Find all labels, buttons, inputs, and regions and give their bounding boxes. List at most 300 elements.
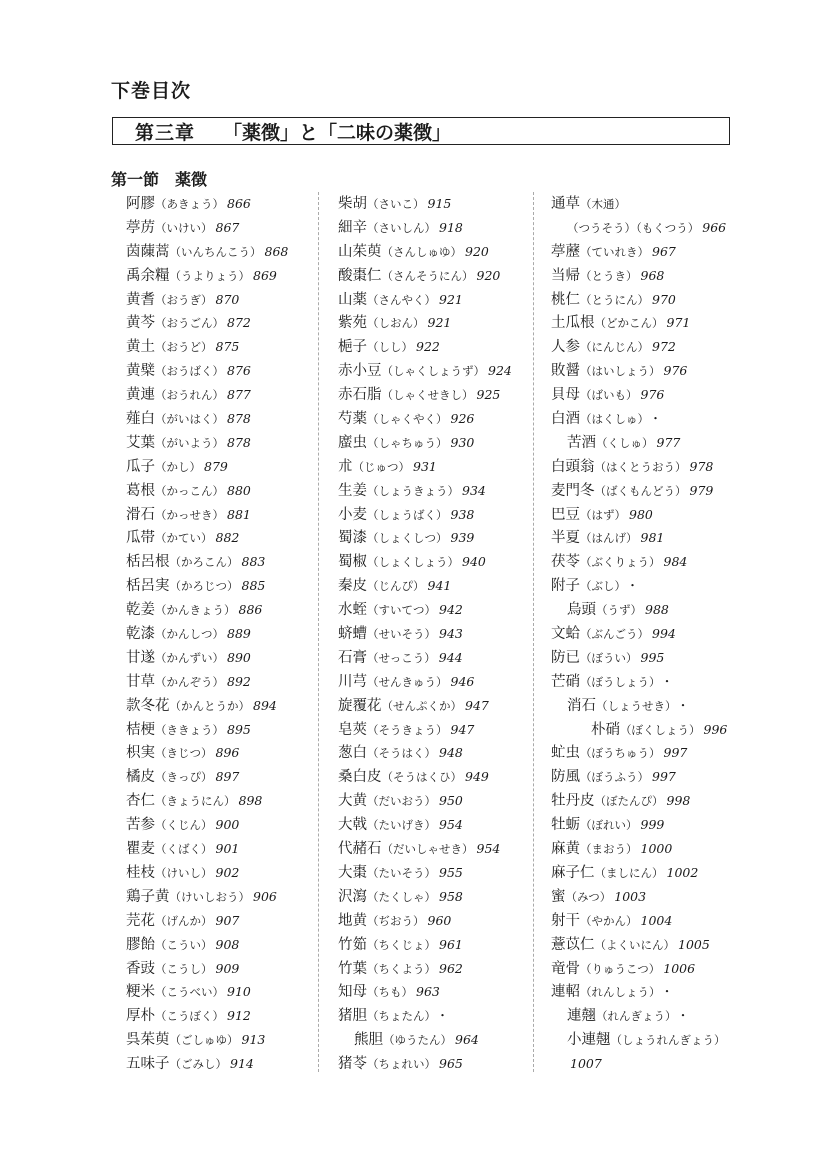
page-number: 994 xyxy=(652,626,676,642)
toc-entry[interactable] xyxy=(551,431,729,455)
toc-entry[interactable] xyxy=(338,216,512,240)
toc-entry[interactable] xyxy=(126,407,288,431)
herb-name: 桃仁 xyxy=(551,291,580,308)
page-number: 881 xyxy=(227,506,251,522)
herb-name: 竜骨 xyxy=(551,960,580,977)
herb-name: 阿膠 xyxy=(126,196,155,212)
herb-reading: （けいし） xyxy=(155,865,213,880)
chapter-number: 第三章 xyxy=(135,121,196,144)
toc-entry[interactable] xyxy=(126,885,288,909)
toc-entry[interactable] xyxy=(551,813,729,837)
herb-reading: （ちょたん） xyxy=(367,1009,431,1024)
toc-entry[interactable] xyxy=(551,598,729,622)
herb-name: 牡蛎 xyxy=(551,817,580,834)
page-number: 868 xyxy=(264,243,289,259)
page-number: 939 xyxy=(450,530,475,546)
toc-entry[interactable] xyxy=(338,813,512,837)
toc-entry[interactable] xyxy=(551,479,729,503)
herb-reading: （だいおう） xyxy=(367,794,436,809)
toc-entry[interactable] xyxy=(126,837,288,861)
herb-name: 沢瀉 xyxy=(338,888,367,905)
herb-name: 土瓜根 xyxy=(551,315,595,332)
toc-entry[interactable] xyxy=(338,192,512,216)
page-number: 962 xyxy=(439,960,463,976)
chapter-title: 「薬徴」と「二味の薬徴」 xyxy=(223,121,452,144)
toc-entry[interactable] xyxy=(126,455,288,479)
herb-name: 栝呂実 xyxy=(126,578,170,595)
chapter-heading-box xyxy=(112,117,730,145)
herb-name: 桂枝 xyxy=(126,864,155,881)
page-number: 1005 xyxy=(678,936,710,952)
toc-entry[interactable] xyxy=(338,646,512,670)
toc-entry[interactable] xyxy=(551,741,729,765)
toc-entry[interactable] xyxy=(551,288,729,312)
herb-reading: （ごしゅゆ） xyxy=(169,1033,239,1048)
toc-entry[interactable] xyxy=(338,1052,512,1076)
herb-name: 貝母 xyxy=(551,387,580,404)
herb-reading: （はくとうおう） xyxy=(594,459,687,474)
herb-name: 蛴螬 xyxy=(338,626,367,643)
toc-entry[interactable] xyxy=(338,526,512,550)
toc-entry[interactable] xyxy=(338,288,512,312)
herb-name: 連軺 xyxy=(551,984,580,1001)
page-number: 872 xyxy=(227,315,251,331)
herb-name: 黄土 xyxy=(126,339,155,356)
page-number: 920 xyxy=(465,243,489,259)
herb-reading: （しおん） xyxy=(367,316,425,331)
herb-reading: （ぼくしょう） xyxy=(620,722,701,737)
herb-name: 茵蔯蒿 xyxy=(126,243,170,260)
herb-reading: （きっぴ） xyxy=(155,770,213,785)
page-number: 924 xyxy=(488,363,512,379)
herb-reading: （とうき） xyxy=(580,268,638,283)
toc-entry[interactable] xyxy=(126,479,288,503)
toc-entry[interactable] xyxy=(551,933,729,957)
herb-reading: （がいはく） xyxy=(155,412,224,427)
page-number: 906 xyxy=(253,888,277,904)
herb-name: 消石 xyxy=(567,697,596,714)
page-number: 949 xyxy=(465,769,489,785)
page-number: 942 xyxy=(439,602,463,618)
herb-name: 赤小豆 xyxy=(338,363,382,380)
page-number: 908 xyxy=(215,936,240,952)
herb-reading: （どかこん） xyxy=(594,316,664,331)
herb-name: 朮 xyxy=(338,458,353,475)
herb-reading: （たいそう） xyxy=(367,865,436,880)
herb-reading: （がいよう） xyxy=(155,435,224,450)
toc-entry[interactable] xyxy=(126,574,288,598)
toc-entry[interactable] xyxy=(551,574,729,598)
herb-reading: （おうぎ） xyxy=(155,292,213,307)
toc-entry[interactable] xyxy=(338,718,512,742)
toc-entry[interactable] xyxy=(126,718,288,742)
toc-entry[interactable] xyxy=(551,980,729,1004)
toc-entry[interactable] xyxy=(126,909,288,933)
page-number: 1007 xyxy=(570,1056,602,1072)
herb-reading: （ぼうい） xyxy=(580,650,638,665)
toc-column-3 xyxy=(551,192,729,1076)
page-number: 877 xyxy=(227,387,251,403)
entry-separator: ・ xyxy=(626,578,639,594)
herb-reading: （せっこう） xyxy=(367,650,436,665)
column-divider xyxy=(533,192,534,1072)
toc-entry[interactable] xyxy=(551,526,729,550)
herb-reading: （あきょう） xyxy=(155,197,224,211)
toc-entry[interactable] xyxy=(126,288,288,312)
herb-reading: （いんちんこう） xyxy=(169,244,262,259)
page-number: 902 xyxy=(215,864,240,880)
toc-entry[interactable] xyxy=(338,837,512,861)
page-number: 883 xyxy=(241,554,266,570)
toc-entry[interactable] xyxy=(126,622,288,646)
herb-name: 柴胡 xyxy=(338,196,367,212)
herb-reading: （せいそう） xyxy=(367,627,436,642)
page-number: 984 xyxy=(663,554,688,570)
toc-entry[interactable] xyxy=(126,431,288,455)
toc-entry[interactable] xyxy=(338,933,512,957)
herb-reading: （さいしん） xyxy=(367,220,436,235)
herb-name: 秦皮 xyxy=(338,578,367,595)
herb-name: 瓜子 xyxy=(126,458,155,475)
section-title: 第一節 薬徴 xyxy=(111,170,208,189)
herb-name: 細辛 xyxy=(338,219,367,236)
toc-entry[interactable] xyxy=(126,1004,288,1028)
herb-name: 防已 xyxy=(551,649,580,666)
herb-name: 防風 xyxy=(551,769,580,786)
herb-reading: （そうはくひ） xyxy=(381,770,462,785)
herb-reading: （くばく） xyxy=(155,842,213,857)
toc-entry[interactable] xyxy=(338,1004,512,1028)
herb-reading: （木通） xyxy=(580,197,626,211)
toc-entry[interactable] xyxy=(338,574,512,598)
toc-entry[interactable] xyxy=(338,407,512,431)
herb-name: 敗醤 xyxy=(551,363,580,380)
page-number: 898 xyxy=(238,793,263,809)
page-number: 1002 xyxy=(666,864,699,880)
herb-reading: （まおう） xyxy=(580,842,638,857)
page-number: 979 xyxy=(689,482,714,498)
herb-reading: （かっこん） xyxy=(155,483,224,498)
herb-reading: （はくしゅ） xyxy=(580,412,644,427)
page-number: 988 xyxy=(645,602,669,618)
herb-name: 半夏 xyxy=(551,530,580,547)
toc-entry[interactable] xyxy=(338,383,512,407)
page-number: 977 xyxy=(656,434,681,450)
toc-entry[interactable] xyxy=(126,789,288,813)
page-number: 968 xyxy=(640,267,665,283)
herb-name: 地黄 xyxy=(338,912,367,929)
toc-entry[interactable] xyxy=(126,526,288,550)
toc-entry[interactable] xyxy=(551,909,729,933)
page-number: 890 xyxy=(227,649,251,665)
toc-entry[interactable] xyxy=(338,240,512,264)
page-number: 889 xyxy=(227,626,251,642)
toc-entry[interactable] xyxy=(338,598,512,622)
herb-name: 竹葉 xyxy=(338,960,367,977)
page-number: 943 xyxy=(439,626,463,642)
toc-entry[interactable] xyxy=(126,383,288,407)
page-number: 955 xyxy=(439,864,463,880)
herb-name: 文蛤 xyxy=(551,626,580,643)
toc-entry[interactable] xyxy=(338,861,512,885)
page-number: 886 xyxy=(238,602,263,618)
toc-entry[interactable] xyxy=(551,885,729,909)
herb-reading: （たくしゃ） xyxy=(367,889,436,904)
herb-reading: （かんぞう） xyxy=(155,674,224,689)
herb-reading: （そうきょう） xyxy=(367,722,448,737)
toc-entry[interactable] xyxy=(126,1028,288,1052)
toc-entry[interactable] xyxy=(551,1052,729,1076)
herb-name: 苦参 xyxy=(126,817,155,834)
toc-entry[interactable] xyxy=(338,789,512,813)
toc-entry[interactable] xyxy=(551,455,729,479)
herb-reading: （ごみし） xyxy=(169,1057,227,1072)
toc-entry[interactable] xyxy=(551,789,729,813)
page-number: 910 xyxy=(227,984,251,1000)
page-number: 960 xyxy=(427,912,452,928)
herb-name: 瞿麦 xyxy=(126,841,155,858)
herb-name: 猪苓 xyxy=(338,1056,367,1073)
herb-name: 当帰 xyxy=(551,267,580,284)
page-number: 1000 xyxy=(640,841,673,857)
toc-entry[interactable] xyxy=(551,240,729,264)
herb-reading: （いけい） xyxy=(155,220,213,235)
volume-contents-heading: 下巻目次 xyxy=(111,80,192,102)
toc-entry[interactable] xyxy=(551,957,729,981)
herb-reading: （せんぷくか） xyxy=(381,698,462,713)
herb-name: 鶏子黄 xyxy=(126,888,170,905)
page-number: 926 xyxy=(450,411,475,427)
herb-name: 梔子 xyxy=(338,339,367,356)
toc-entry[interactable] xyxy=(338,311,512,335)
toc-entry[interactable] xyxy=(338,622,512,646)
page-number: 901 xyxy=(215,841,240,857)
herb-name: 紫苑 xyxy=(338,315,367,332)
page-number: 950 xyxy=(439,793,463,809)
toc-entry[interactable] xyxy=(551,359,729,383)
page-number: 972 xyxy=(652,339,676,355)
toc-entry[interactable] xyxy=(551,837,729,861)
herb-reading: （げんか） xyxy=(155,913,213,928)
toc-entry[interactable] xyxy=(338,431,512,455)
toc-entry[interactable] xyxy=(126,216,288,240)
toc-entry[interactable] xyxy=(126,598,288,622)
toc-entry[interactable] xyxy=(126,503,288,527)
herb-name: 射干 xyxy=(551,912,580,929)
toc-entry[interactable] xyxy=(551,670,729,694)
toc-entry[interactable] xyxy=(126,861,288,885)
toc-entry[interactable] xyxy=(551,861,729,885)
herb-name: 栝呂根 xyxy=(126,554,170,571)
page-number: 976 xyxy=(663,363,688,379)
entry-separator: ・ xyxy=(660,984,674,1000)
toc-entry[interactable] xyxy=(126,670,288,694)
page-number: 897 xyxy=(215,769,240,785)
page-number: 895 xyxy=(227,721,251,737)
toc-entry[interactable] xyxy=(338,909,512,933)
herb-name: 朴硝 xyxy=(591,721,620,738)
herb-name: 麻子仁 xyxy=(551,864,595,881)
herb-reading: （しゃちゅう） xyxy=(367,435,448,450)
toc-entry[interactable] xyxy=(338,694,512,718)
page-number: 882 xyxy=(215,530,240,546)
toc-entry[interactable] xyxy=(338,503,512,527)
herb-name: 生姜 xyxy=(338,482,367,499)
toc-entry[interactable] xyxy=(551,335,729,359)
toc-entry[interactable] xyxy=(551,216,729,240)
toc-entry[interactable] xyxy=(338,335,512,359)
page-number: 879 xyxy=(204,458,228,474)
herb-reading: （おうれん） xyxy=(155,388,224,403)
toc-entry[interactable] xyxy=(126,741,288,765)
toc-entry[interactable] xyxy=(126,694,288,718)
herb-reading: （ちくじょ） xyxy=(367,937,436,952)
page-number: 912 xyxy=(227,1008,251,1024)
herb-name: 猪胆 xyxy=(338,1008,367,1025)
herb-name: 葶苈 xyxy=(126,219,155,236)
toc-entry[interactable] xyxy=(126,765,288,789)
herb-reading: （おうごん） xyxy=(155,316,224,331)
herb-name: 代赭石 xyxy=(338,841,382,858)
herb-reading: （そうはく） xyxy=(367,746,436,761)
toc-entry[interactable] xyxy=(551,503,729,527)
toc-entry[interactable] xyxy=(551,383,729,407)
herb-reading: （さんしゅゆ） xyxy=(381,244,462,259)
herb-reading: （かし） xyxy=(155,459,201,474)
herb-reading: （こうべい） xyxy=(155,985,224,1000)
herb-name: 水蛭 xyxy=(338,602,367,619)
page-number: 918 xyxy=(439,219,463,235)
herb-reading: （ばいも） xyxy=(580,388,638,403)
toc-entry[interactable] xyxy=(126,957,288,981)
toc-entry[interactable] xyxy=(551,765,729,789)
herb-reading: （しゃくやく） xyxy=(367,412,448,427)
toc-entry[interactable] xyxy=(338,479,512,503)
toc-entry[interactable] xyxy=(551,192,729,216)
page-number: 867 xyxy=(215,219,240,235)
herb-name: 旋覆花 xyxy=(338,697,382,714)
toc-entry[interactable] xyxy=(126,335,288,359)
herb-name: 熊胆 xyxy=(354,1032,383,1049)
toc-entry[interactable] xyxy=(126,646,288,670)
herb-reading: （だいしゃせき） xyxy=(381,842,474,857)
page-number: 878 xyxy=(227,411,251,427)
toc-entry[interactable] xyxy=(126,980,288,1004)
entry-separator: ・ xyxy=(660,673,674,689)
toc-entry[interactable] xyxy=(338,264,512,288)
herb-reading: （しょうばく） xyxy=(367,507,448,522)
page-number: 966 xyxy=(702,219,727,235)
toc-entry[interactable] xyxy=(338,1028,512,1052)
toc-entry[interactable] xyxy=(126,311,288,335)
herb-reading: （ぼたんぴ） xyxy=(594,794,664,809)
herb-name: 虻虫 xyxy=(551,745,580,762)
toc-entry[interactable] xyxy=(338,885,512,909)
toc-entry[interactable] xyxy=(126,813,288,837)
herb-name: 芍薬 xyxy=(338,411,367,428)
toc-entry[interactable] xyxy=(338,359,512,383)
herb-name: 麦門冬 xyxy=(551,482,595,499)
page-number: 998 xyxy=(666,793,691,809)
herb-name: 附子 xyxy=(551,578,580,595)
toc-entry[interactable] xyxy=(551,264,729,288)
page-number: 866 xyxy=(227,196,251,211)
herb-reading: （しょくしつ） xyxy=(367,531,448,546)
page-number: 934 xyxy=(462,482,486,498)
toc-entry[interactable] xyxy=(551,407,729,431)
toc-entry[interactable] xyxy=(338,670,512,694)
toc-entry[interactable] xyxy=(551,646,729,670)
herb-reading: （じゅつ） xyxy=(352,459,410,474)
toc-entry[interactable] xyxy=(126,933,288,957)
herb-name: 大黄 xyxy=(338,793,367,810)
herb-name: 石膏 xyxy=(338,649,367,666)
toc-entry[interactable] xyxy=(126,359,288,383)
page-number: 921 xyxy=(439,291,463,307)
page-number: 940 xyxy=(462,554,486,570)
herb-name: 蜜 xyxy=(551,888,566,905)
toc-entry[interactable] xyxy=(551,694,729,718)
herb-reading: （しょうきょう） xyxy=(367,483,459,498)
herb-reading: （きじつ） xyxy=(155,746,213,761)
herb-reading: （さんやく） xyxy=(367,292,436,307)
herb-name: 款冬花 xyxy=(126,697,170,714)
herb-reading: （やかん） xyxy=(580,913,638,928)
toc-entry[interactable] xyxy=(338,980,512,1004)
toc-column-2 xyxy=(338,192,512,1076)
toc-entry[interactable] xyxy=(551,1004,729,1028)
herb-name: 滑石 xyxy=(126,506,155,523)
herb-name: 芫花 xyxy=(126,912,155,929)
toc-entry[interactable] xyxy=(551,1028,729,1052)
herb-name: 膠飴 xyxy=(126,936,155,953)
herb-name: 白頭翁 xyxy=(551,458,595,475)
herb-reading: （ぶくりょう） xyxy=(580,555,661,570)
page-number: 954 xyxy=(476,841,501,857)
toc-entry[interactable] xyxy=(551,311,729,335)
toc-entry[interactable] xyxy=(338,765,512,789)
herb-name: 桑白皮 xyxy=(338,769,382,786)
toc-entry[interactable] xyxy=(126,240,288,264)
toc-entry[interactable] xyxy=(338,550,512,574)
herb-reading: （しょうせき） xyxy=(596,698,671,713)
page-number: 946 xyxy=(450,673,475,689)
toc-entry[interactable] xyxy=(338,957,512,981)
herb-reading: （ぢおう） xyxy=(367,913,425,928)
toc-entry[interactable] xyxy=(338,741,512,765)
toc-entry[interactable] xyxy=(126,550,288,574)
herb-name: 黄連 xyxy=(126,387,155,404)
toc-entry[interactable] xyxy=(126,264,288,288)
toc-entry[interactable] xyxy=(551,718,729,742)
toc-entry[interactable] xyxy=(551,550,729,574)
herb-reading: （しょうれんぎょう） xyxy=(610,1033,726,1048)
page-number: 885 xyxy=(241,578,266,594)
page-number: 981 xyxy=(640,530,665,546)
page-number: 920 xyxy=(476,267,501,283)
toc-entry[interactable] xyxy=(126,192,288,216)
herb-name: 蜀漆 xyxy=(338,530,367,547)
toc-entry[interactable] xyxy=(551,622,729,646)
herb-reading: （けいしおう） xyxy=(169,889,250,904)
page-number: 997 xyxy=(663,745,688,761)
toc-entry[interactable] xyxy=(126,1052,288,1076)
herb-reading: （かんきょう） xyxy=(155,603,236,618)
herb-name: 通草 xyxy=(551,196,580,212)
herb-reading: （しゃくしょうず） xyxy=(381,364,485,379)
page-number: 922 xyxy=(416,339,440,355)
toc-entry[interactable] xyxy=(338,455,512,479)
